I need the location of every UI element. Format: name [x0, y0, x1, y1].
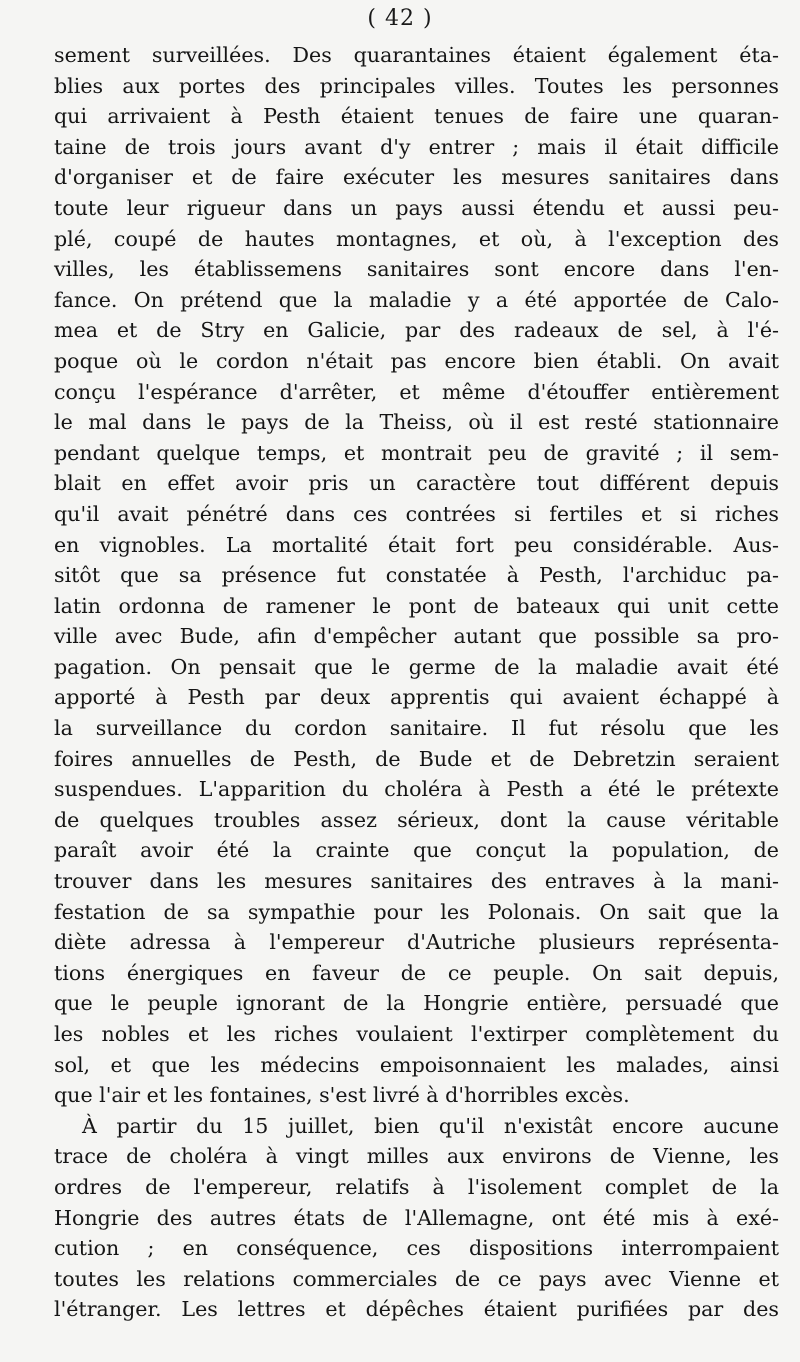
text-line: foires annuelles de Pesth, de Bude et de Debretzin seraient — [54, 746, 779, 771]
text-line: diète adressa à l'empereur d'Autriche plusieurs représenta- — [54, 930, 779, 955]
text-line: fance. On prétend que la maladie y a été apportée de Calo- — [54, 287, 779, 312]
text-line: pagation. On pensait que le germe de la maladie avait été — [54, 654, 779, 679]
text-line: sement surveillées. Des quarantaines étaient également éta- — [54, 43, 779, 67]
text-line: taine de trois jours avant d'y entrer ; mais il était difficile — [54, 134, 779, 159]
text-line: festation de sa sympathie pour les Polonais. On sait que la — [54, 899, 779, 924]
text-line: villes, les établissemens sanitaires sont encore dans l'en- — [54, 257, 779, 282]
text-line: poque où le cordon n'était pas encore bien établi. On avait — [54, 348, 779, 373]
body-text — [54, 40, 779, 1325]
text-line: paraît avoir été la crainte que conçut la population, de — [54, 838, 779, 863]
text-line: d'organiser et de faire exécuter les mesures sanitaires dans — [54, 165, 779, 190]
text-line: ordres de l'empereur, relatifs à l'isolement complet de la — [54, 1174, 779, 1199]
text-line: trace de choléra à vingt milles aux environs de Vienne, les — [54, 1144, 779, 1169]
text-line: blies aux portes des principales villes. Toutes les personnes — [54, 73, 779, 98]
text-line: trouver dans les mesures sanitaires des entraves à la mani- — [54, 869, 779, 894]
text-line: pendant quelque temps, et montrait peu de gravité ; il sem- — [54, 440, 779, 465]
text-line: que le peuple ignorant de la Hongrie entière, persuadé que — [54, 991, 779, 1016]
text-line: Hongrie des autres états de l'Allemagne, ont été mis à exé- — [54, 1205, 779, 1230]
text-line: que l'air et les fontaines, s'est livré à d'horribles excès. — [54, 1083, 630, 1108]
text-line: ville avec Bude, afin d'empêcher autant que possible sa pro- — [54, 624, 779, 649]
text-line: sitôt que sa présence fut constatée à Pesth, l'archiduc pa- — [54, 563, 779, 588]
text-line: la surveillance du cordon sanitaire. Il fut résolu que les — [54, 716, 779, 741]
text-line: en vignobles. La mortalité était fort peu considérable. Aus- — [54, 532, 779, 557]
text-line: de quelques troubles assez sérieux, dont la cause véritable — [54, 807, 779, 832]
text-line: les nobles et les riches voulaient l'extirper complètement du — [54, 1022, 779, 1046]
text-line: toute leur rigueur dans un pays aussi étendu et aussi peu- — [54, 195, 779, 220]
text-line: toutes les relations commerciales de ce pays avec Vienne et — [54, 1266, 779, 1291]
text-line: le mal dans le pays de la Theiss, où il est resté stationnaire — [54, 410, 779, 435]
text-line: À partir du 15 juillet, bien qu'il n'existât encore aucune — [82, 1113, 779, 1138]
text-line: sol, et que les médecins empoisonnaient les malades, ainsi — [54, 1052, 779, 1077]
page-number: ( 42 ) — [367, 6, 433, 31]
text-line: conçu l'espérance d'arrêter, et même d'étouffer entièrement — [54, 379, 779, 404]
text-line: suspendues. L'apparition du choléra à Pesth a été le prétexte — [54, 777, 779, 802]
text-line: l'étranger. Les lettres et dépêches étaient purifiées par des — [54, 1297, 779, 1322]
text-line: tions énergiques en faveur de ce peuple. On sait depuis, — [54, 960, 779, 985]
text-line: cution ; en conséquence, ces dispositions interrompaient — [54, 1236, 779, 1261]
text-line: latin ordonna de ramener le pont de bateaux qui unit cette — [54, 593, 779, 618]
text-line: qui arrivaient à Pesth étaient tenues de faire une quaran- — [54, 104, 779, 129]
text-line: apporté à Pesth par deux apprentis qui avaient échappé à — [54, 685, 779, 710]
text-line: mea et de Stry en Galicie, par des radeaux de sel, à l'é- — [54, 318, 779, 343]
text-line: blait en effet avoir pris un caractère tout différent depuis — [54, 471, 779, 496]
text-line: qu'il avait pénétré dans ces contrées si fertiles et si riches — [54, 501, 779, 526]
text-line: plé, coupé de hautes montagnes, et où, à l'exception des — [54, 226, 779, 251]
